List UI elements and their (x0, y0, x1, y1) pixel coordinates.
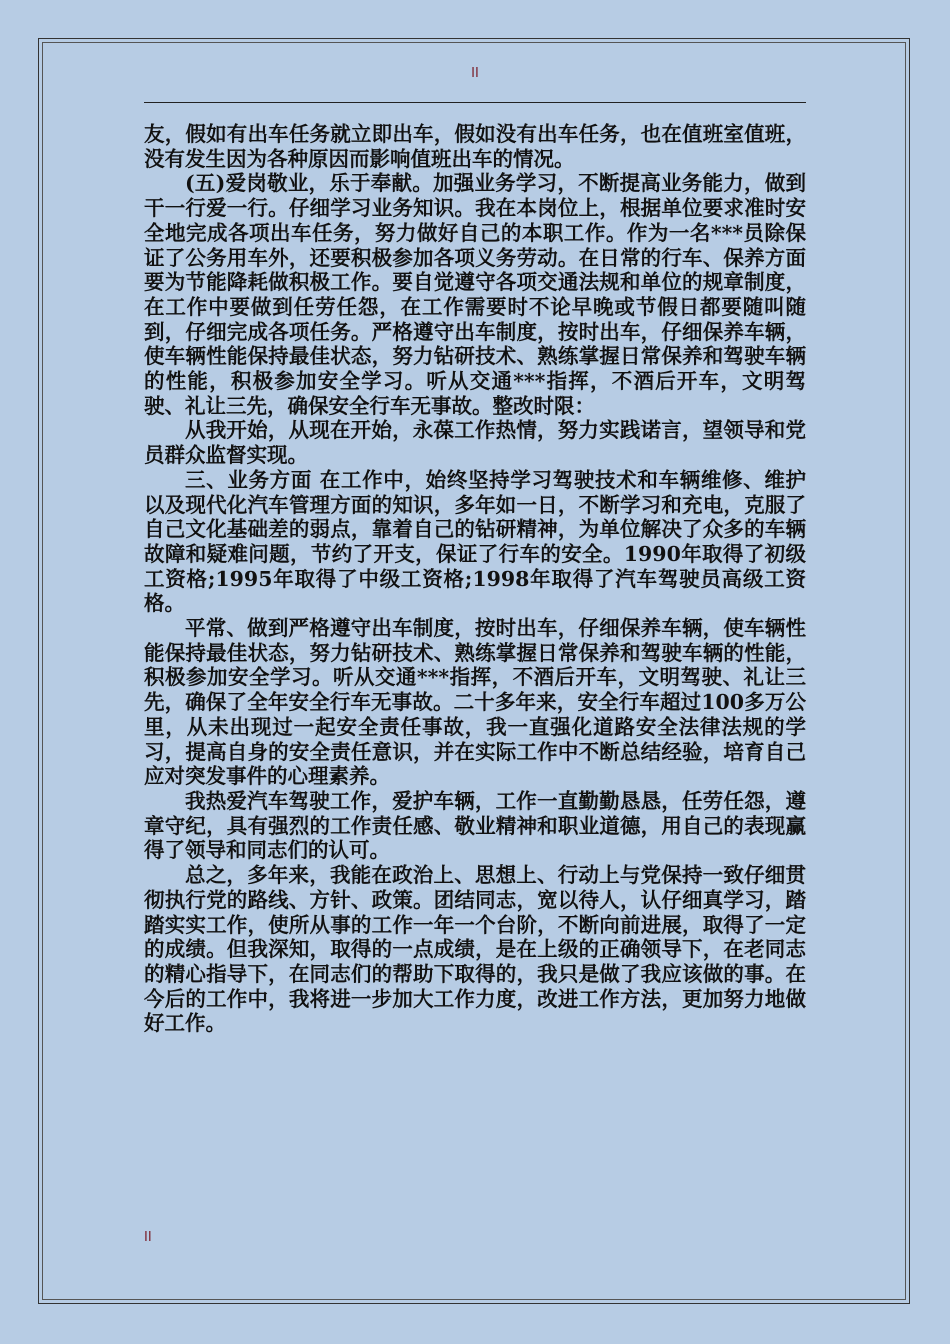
document-body (144, 122, 806, 1036)
paragraph-continuation: 友，假如有出车任务就立即出车，假如没有出车任务，也在值班室值班，没有发生因为各种原因而影响值班出车的情况。 (144, 122, 806, 171)
paragraph-daily-work: 平常、做到严格遵守出车制度，按时出车，仔细保养车辆，使车辆性能保持最佳状态，努力钻研技术、熟练掌握日常保养和驾驶车辆的性能，积极参加安全学习。听从交通***指挥，不酒后开车，文明驾驶、礼让三先，确保了全年安全行车无事故。二十多年来，安全行车超过100多万公里，从未出现过一起安全责任事故，我一直强化道路安全法律法规的学习，提高自身的安全责任意识，并在实际工作中不断总结经验，培育自己应对突发事件的心理素养。 (144, 616, 806, 789)
header-page-mark: II (471, 66, 479, 81)
paragraph-business: 三、业务方面 在工作中，始终坚持学习驾驶技术和车辆维修、维护以及现代化汽车管理方面的知识，多年如一日，不断学习和充电，克服了自己文化基础差的弱点，靠着自己的钻研精神，为单位解决了众多的车辆故障和疑难问题，节约了开支，保证了行车的安全。1990年取得了初级工资格;1995年取得了中级工资格;1998年取得了汽车驾驶员高级工资格。 (144, 467, 806, 616)
paragraph-dedication: (五)爱岗敬业，乐于奉献。加强业务学习，不断提高业务能力，做到干一行爱一行。仔细学习业务知识。我在本岗位上，根据单位要求准时安全地完成各项出车任务，努力做好自己的本职工作。作为一名***员除保证了公务用车外，还要积极参加各项义务劳动。在日常的行车、保养方面要为节能降耗做积极工作。要自觉遵守各项交通法规和单位的规章制度，在工作中要做到任劳任怨，在工作需要时不论早晚或节假日都要随叫随到，仔细完成各项任务。严格遵守出车制度，按时出车，仔细保养车辆，使车辆性能保持最佳状态，努力钻研技术、熟练掌握日常保养和驾驶车辆的性能，积极参加安全学习。听从交通***指挥，不酒后开车，文明驾驶、礼让三先，确保安全行车无事故。整改时限： (144, 171, 806, 418)
paragraph-summary: 总之，多年来，我能在政治上、思想上、行动上与党保持一致仔细贯彻执行党的路线、方针、政策。团结同志，宽以待人，认仔细真学习，踏踏实实工作，使所从事的工作一年一个台阶，不断向前进展，取得了一定的成绩。但我深知，取得的一点成绩，是在上级的正确领导下，在老同志的精心指导下，在同志们的帮助下取得的，我只是做了我应该做的事。在今后的工作中，我将进一步加大工作力度，改进工作方法，更加努力地做好工作。 (144, 863, 806, 1036)
footer-page-mark: II (144, 1230, 152, 1245)
paragraph-commitment: 从我开始，从现在开始，永葆工作热情，努力实践诺言，望领导和党员群众监督实现。 (144, 418, 806, 468)
paragraph-attitude: 我热爱汽车驾驶工作，爱护车辆，工作一直勤勤恳恳，任劳任怨，遵章守纪，具有强烈的工作责任感、敬业精神和职业道德，用自己的表现赢得了领导和同志们的认可。 (144, 788, 806, 863)
header-rule (144, 102, 806, 103)
